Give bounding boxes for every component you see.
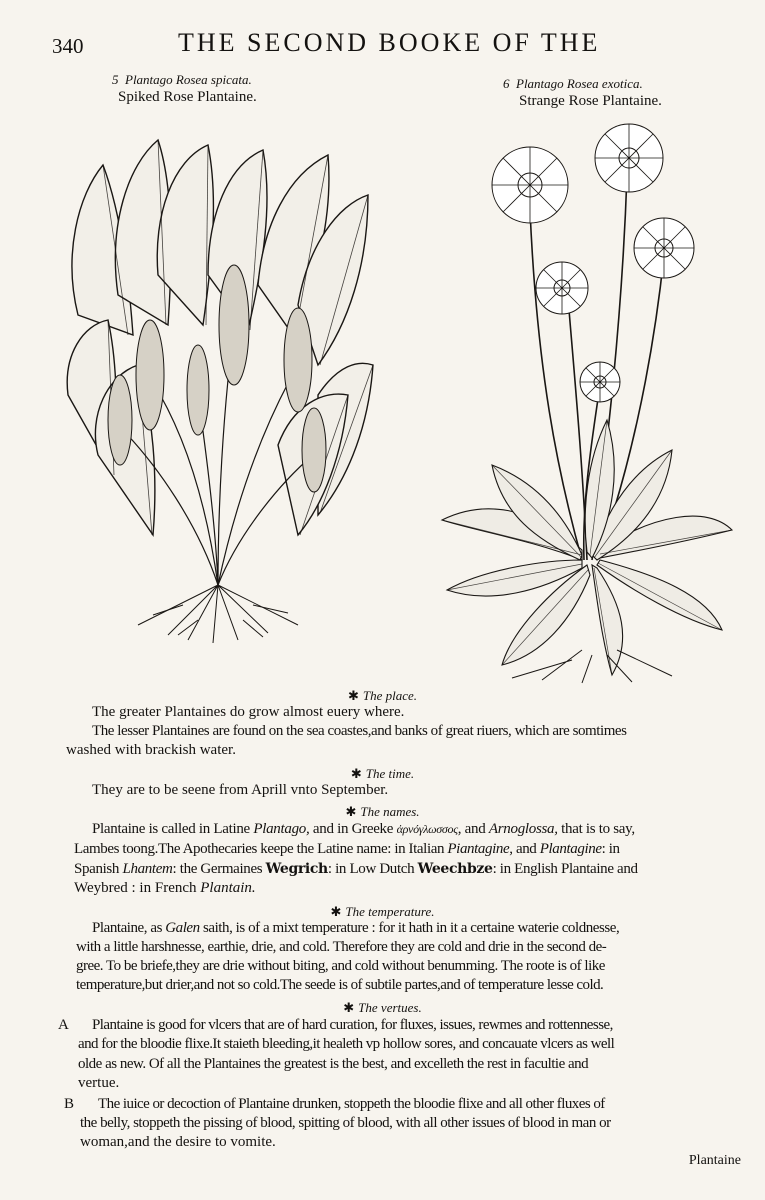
strange-rose-plantain-woodcut [432,120,742,685]
section-heading-vertues: ✱ The vertues. [343,1000,422,1015]
vertues-b-line-1: The iuice or decoction of Plantaine drunken, stoppeth the bloodie flixe and all other fluxes of [98,1096,605,1112]
place-line-1: The greater Plantaines do grow almost euery where. [92,704,405,720]
vertues-a-line-1: Plantaine is good for vlcers that are of hard curation, for fluxes, issues, rewmes and rottennesse, [92,1017,613,1033]
section-heading-names: ✱ The names. [345,804,420,819]
place-line-3: washed with brackish water. [66,742,236,758]
catchword: Plantaine [688,1153,741,1168]
vertues-b-line-2: the belly, stoppeth the pissing of blood, spitting of blood, with all other issues of blood in man or [80,1115,611,1131]
place-line-2: The lesser Plantaines are found on the sea coastes,and banks of great riuers, which are somtimes [92,723,627,739]
running-head: THE SECOND BOOKE OF THE [178,28,601,57]
names-line-1: Plantaine is called in Latine Plantago, and in Greeke ἀρνόγλωσσος, and Arnoglossa, that is to say, [92,821,635,837]
vertues-a-line-4: vertue. [78,1075,120,1091]
section-heading-time: ✱ The time. [350,766,415,781]
temperature-line-4: temperature,but drier,and not so cold.The seede is of subtile partes,and of temperature lesse cold. [76,977,604,993]
page-number: 340 [52,34,84,58]
spiked-rose-plantain-woodcut [58,135,378,645]
names-line-4: Weybred : in French Plantain. [74,880,256,896]
figure-5-latin-name: 5 Plantago Rosea spicata. [112,72,252,87]
vertues-a-line-2: and for the bloodie flixe.It staieth bleeding,it healeth vp hollow sores, and concauate vlcers as well [78,1036,615,1052]
figure-6-english-name: Strange Rose Plantaine. [519,93,662,109]
section-heading-temperature: ✱ The temperature. [330,904,435,919]
names-line-3: Spanish Lhantem: the Germaines Wegrich: in Low Dutch Weechbze: in English Plantaine and [74,861,638,877]
vertues-b-line-3: woman,and the desire to vomite. [80,1134,276,1150]
figure-6-latin-name: 6 Plantago Rosea exotica. [503,76,643,91]
time-line-1: They are to be seene from Aprill vnto September. [92,782,389,798]
section-heading-place: ✱ The place. [347,688,418,703]
temperature-line-1: Plantaine, as Galen saith, is of a mixt temperature : for it hath in it a certaine waterie coldnesse, [92,920,620,936]
figure-5-english-name: Spiked Rose Plantaine. [118,89,257,105]
figure-5-caption [112,72,257,106]
figure-6-caption [503,76,662,110]
temperature-line-2: with a little harshnesse, earthie, drie, and cold. Therefore they are cold and drie in the second de- [76,939,607,955]
vertues-a-line-3: olde as new. Of all the Plantaines the greatest is the best, and excelleth the rest in facultie and [78,1056,589,1072]
margin-letter-b: B [64,1096,75,1112]
temperature-line-3: gree. To be briefe,they are drie without biting, and cold without benumming. The roote is of like [76,958,605,974]
names-line-2: Lambes toong.The Apothecaries keepe the Latine name: in Italian Piantagine, and Plantagine: in [74,841,620,857]
margin-letter-a: A [58,1017,69,1033]
